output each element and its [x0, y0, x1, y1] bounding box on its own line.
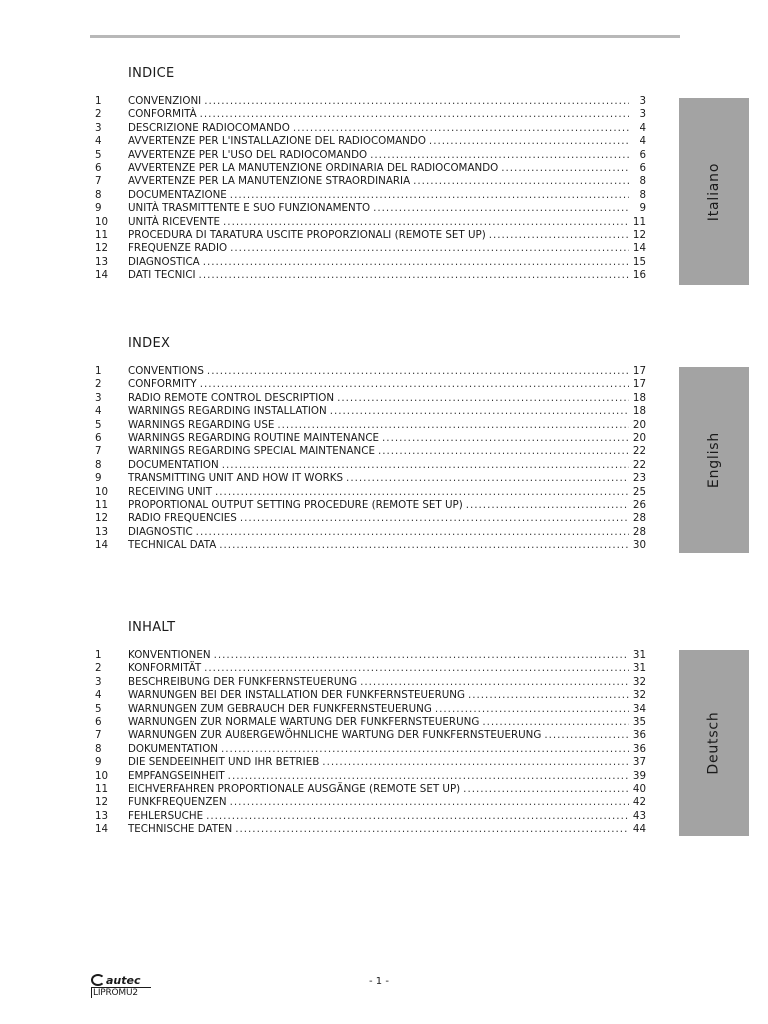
- toc-entry[interactable]: [95, 486, 646, 499]
- entry-page: 25: [632, 485, 646, 498]
- toc-entry[interactable]: [95, 149, 646, 162]
- toc-entry[interactable]: [95, 162, 646, 175]
- entry-number: 1: [95, 365, 102, 377]
- entry-page: 34: [632, 702, 646, 715]
- entry-number: 12: [95, 512, 109, 525]
- entry-page: 28: [632, 512, 646, 525]
- dot-leader: [330, 405, 629, 418]
- entry-page: 22: [632, 458, 646, 471]
- entry-page: 18: [632, 405, 646, 418]
- entry-title: DESCRIZIONE RADIOCOMANDO: [128, 121, 290, 134]
- toc-entry[interactable]: [95, 392, 646, 405]
- dot-leader: [382, 432, 629, 445]
- toc-entries-italian: [95, 95, 646, 282]
- toc-entry[interactable]: [95, 770, 646, 783]
- entry-title: WARNINGS REGARDING ROUTINE MAINTENANCE: [128, 431, 380, 444]
- entry-title: AVVERTENZE PER L'INSTALLAZIONE DEL RADIOCOMANDO: [128, 135, 426, 148]
- dot-leader: [429, 135, 629, 148]
- entry-page: 11: [632, 215, 646, 228]
- dot-leader: [219, 539, 629, 552]
- toc-entry[interactable]: [95, 365, 646, 378]
- logo-swirl-icon: [91, 974, 105, 986]
- toc-entry[interactable]: [95, 135, 646, 148]
- entry-page: 36: [632, 729, 646, 742]
- language-tab-english[interactable]: [679, 367, 749, 553]
- entry-title: UNITÀ TRASMITTENTE E SUO FUNZIONAMENTO: [128, 202, 371, 215]
- language-tab-label: English: [706, 431, 722, 489]
- entry-number: 10: [95, 215, 109, 228]
- entry-number: 11: [95, 782, 109, 795]
- entry-page: 32: [632, 689, 646, 702]
- dot-leader: [203, 256, 629, 269]
- dot-leader: [214, 649, 629, 662]
- toc-entry[interactable]: [95, 122, 646, 135]
- dot-leader: [230, 242, 629, 255]
- entry-page: 44: [632, 823, 646, 836]
- toc-entry[interactable]: [95, 419, 646, 432]
- entry-page: 17: [632, 378, 646, 391]
- entry-number: 9: [95, 472, 102, 485]
- entry-number: 10: [95, 769, 109, 782]
- dot-leader: [204, 95, 629, 108]
- entry-title: WARNINGS REGARDING USE: [128, 418, 275, 431]
- toc-entries-english: [95, 365, 646, 552]
- entry-number: 6: [95, 161, 102, 174]
- dot-leader: [435, 703, 629, 716]
- entry-page: 4: [639, 121, 646, 134]
- entry-page: 32: [632, 675, 646, 688]
- dot-leader: [468, 689, 629, 702]
- entry-page: 35: [632, 715, 646, 728]
- entry-title: EICHVERFAHREN PROPORTIONALE AUSGÄNGE (REMOTE SET UP): [128, 782, 461, 795]
- entry-title: TRANSMITTING UNIT AND HOW IT WORKS: [128, 472, 344, 485]
- entry-number: 5: [95, 702, 102, 715]
- entry-title: RADIO FREQUENCIES: [128, 512, 237, 525]
- entry-number: 3: [95, 675, 102, 688]
- entry-title: TECHNISCHE DATEN: [128, 823, 233, 836]
- toc-entry[interactable]: [95, 242, 646, 255]
- toc-entry[interactable]: [95, 432, 646, 445]
- entry-number: 11: [95, 498, 109, 511]
- entry-number: 7: [95, 175, 102, 188]
- dot-leader: [200, 108, 629, 121]
- entry-page: 31: [632, 649, 646, 661]
- language-tab-label: Deutsch: [705, 711, 722, 775]
- entry-title: BESCHREIBUNG DER FUNKFERNSTEUERUNG: [128, 675, 358, 688]
- entry-title: CONVENTIONS: [128, 365, 204, 377]
- entry-page: 37: [632, 756, 646, 769]
- toc-entry[interactable]: [95, 445, 646, 458]
- entry-page: 18: [632, 391, 646, 404]
- dot-leader: [337, 392, 629, 405]
- dot-leader: [322, 756, 629, 769]
- toc-entry[interactable]: [95, 649, 646, 662]
- entry-title: WARNUNGEN ZUR AUßERGEWÖHNLICHE WARTUNG DER FUNKFERNSTEUERUNG: [128, 729, 542, 742]
- entry-page: 12: [632, 228, 646, 241]
- entry-title: WARNUNGEN BEI DER INSTALLATION DER FUNKFERNSTEUERUNG: [128, 689, 465, 702]
- toc-entry[interactable]: [95, 703, 646, 716]
- toc-entry[interactable]: [95, 539, 646, 552]
- entry-number: 4: [95, 405, 102, 418]
- entry-number: 12: [95, 796, 109, 809]
- toc-entry[interactable]: [95, 512, 646, 525]
- toc-entry[interactable]: [95, 95, 646, 108]
- entry-title: DIAGNOSTIC: [128, 525, 193, 538]
- toc-entry[interactable]: [95, 823, 646, 836]
- entry-page: 20: [632, 431, 646, 444]
- toc-entry[interactable]: [95, 189, 646, 202]
- entry-number: 4: [95, 689, 102, 702]
- entry-number: 2: [95, 662, 102, 675]
- entry-title: WARNUNGEN ZUM GEBRAUCH DER FUNKFERNSTEUERUNG: [128, 702, 432, 715]
- toc-entry[interactable]: [95, 378, 646, 391]
- toc-entry[interactable]: [95, 796, 646, 809]
- entry-title: RADIO REMOTE CONTROL DESCRIPTION: [128, 391, 335, 404]
- entry-title: DATI TECNICI: [128, 269, 196, 282]
- dot-leader: [277, 419, 629, 432]
- toc-entry[interactable]: [95, 499, 646, 512]
- entry-number: 13: [95, 809, 109, 822]
- dot-leader: [544, 729, 629, 742]
- entry-number: 6: [95, 431, 102, 444]
- toc-entry[interactable]: [95, 662, 646, 675]
- entry-number: 14: [95, 269, 109, 282]
- dot-leader: [221, 743, 629, 756]
- entry-number: 8: [95, 188, 102, 201]
- dot-leader: [501, 162, 629, 175]
- entry-page: 6: [639, 161, 646, 174]
- entry-page: 42: [632, 796, 646, 809]
- entry-number: 2: [95, 378, 102, 391]
- dot-leader: [240, 512, 629, 525]
- entry-title: CONVENZIONI: [128, 95, 202, 107]
- entry-page: 17: [632, 365, 646, 377]
- toc-entry[interactable]: [95, 405, 646, 418]
- dot-leader: [223, 216, 629, 229]
- toc-entry[interactable]: [95, 472, 646, 485]
- toc-entry[interactable]: [95, 729, 646, 742]
- entry-number: 7: [95, 445, 102, 458]
- dot-leader: [215, 486, 629, 499]
- entry-number: 13: [95, 525, 109, 538]
- toc-entry[interactable]: [95, 108, 646, 121]
- language-tab-german[interactable]: [679, 650, 749, 836]
- entry-title: FEHLERSUCHE: [128, 809, 204, 822]
- toc-entry[interactable]: [95, 269, 646, 282]
- entry-page: 39: [632, 769, 646, 782]
- entry-title: UNITÀ RICEVENTE: [128, 215, 221, 228]
- entry-title: KONFORMITÄT: [128, 662, 202, 675]
- entry-title: DOCUMENTATION: [128, 458, 219, 471]
- entry-number: 12: [95, 242, 109, 255]
- section-title: INHALT: [128, 620, 176, 635]
- entry-number: 10: [95, 485, 109, 498]
- autec-logo: [91, 974, 151, 998]
- toc-entry[interactable]: [95, 202, 646, 215]
- page-number: - 1 -: [369, 976, 389, 987]
- dot-leader: [199, 269, 629, 282]
- top-rule: [90, 35, 680, 38]
- entry-title: RECEIVING UNIT: [128, 485, 212, 498]
- toc-entry[interactable]: [95, 459, 646, 472]
- dot-leader: [482, 716, 629, 729]
- dot-leader: [489, 229, 629, 242]
- entry-number: 14: [95, 823, 109, 836]
- toc-entry[interactable]: [95, 676, 646, 689]
- entry-title: DOKUMENTATION: [128, 742, 219, 755]
- dot-leader: [235, 823, 629, 836]
- dot-leader: [228, 770, 629, 783]
- entry-number: 3: [95, 121, 102, 134]
- language-tab-label: Italiano: [706, 162, 722, 221]
- dot-leader: [346, 472, 629, 485]
- entry-number: 1: [95, 95, 102, 107]
- toc-entry[interactable]: [95, 216, 646, 229]
- entry-page: 43: [632, 809, 646, 822]
- entry-page: 3: [639, 108, 646, 121]
- entry-title: CONFORMITÀ: [128, 108, 197, 121]
- entry-title: WARNUNGEN ZUR NORMALE WARTUNG DER FUNKFERNSTEUERUNG: [128, 715, 480, 728]
- entry-page: 9: [639, 202, 646, 215]
- logo-text: autec: [106, 973, 141, 987]
- entry-page: 28: [632, 525, 646, 538]
- dot-leader: [360, 676, 629, 689]
- entry-title: FUNKFREQUENZEN: [128, 796, 227, 809]
- entry-page: 3: [639, 95, 646, 107]
- toc-entry[interactable]: [95, 783, 646, 796]
- entry-title: DIAGNOSTICA: [128, 255, 200, 268]
- dot-leader: [204, 662, 629, 675]
- entry-title: AVVERTENZE PER LA MANUTENZIONE STRAORDINARIA: [128, 175, 411, 188]
- dot-leader: [413, 175, 629, 188]
- section-title: INDEX: [128, 336, 171, 351]
- entry-title: EMPFANGSEINHEIT: [128, 769, 225, 782]
- entry-number: 14: [95, 539, 109, 552]
- toc-entry[interactable]: [95, 756, 646, 769]
- entry-number: 2: [95, 108, 102, 121]
- entry-number: 7: [95, 729, 102, 742]
- entry-title: PROPORTIONAL OUTPUT SETTING PROCEDURE (REMOTE SET UP): [128, 498, 463, 511]
- entry-number: 11: [95, 228, 109, 241]
- dot-leader: [206, 810, 629, 823]
- toc-entry[interactable]: [95, 810, 646, 823]
- toc-entry[interactable]: [95, 256, 646, 269]
- entry-page: 23: [632, 472, 646, 485]
- entry-title: DIE SENDEEINHEIT UND IHR BETRIEB: [128, 756, 320, 769]
- entry-title: AVVERTENZE PER L'USO DEL RADIOCOMANDO: [128, 148, 368, 161]
- entry-title: FREQUENZE RADIO: [128, 242, 228, 255]
- language-tab-italian[interactable]: [679, 98, 749, 285]
- entry-number: 5: [95, 418, 102, 431]
- entry-number: 13: [95, 255, 109, 268]
- entry-title: PROCEDURA DI TARATURA USCITE PROPORZIONALI (REMOTE SET UP): [128, 228, 486, 241]
- dot-leader: [378, 445, 629, 458]
- entry-page: 14: [632, 242, 646, 255]
- entry-number: 5: [95, 148, 102, 161]
- entry-page: 40: [632, 782, 646, 795]
- entry-page: 8: [639, 188, 646, 201]
- dot-leader: [370, 149, 629, 162]
- toc-entry[interactable]: [95, 175, 646, 188]
- entry-page: 4: [639, 135, 646, 148]
- entry-number: 1: [95, 649, 102, 661]
- entry-title: KONVENTIONEN: [128, 649, 211, 661]
- entry-page: 16: [632, 269, 646, 282]
- entry-number: 3: [95, 391, 102, 404]
- entry-title: DOCUMENTAZIONE: [128, 188, 227, 201]
- dot-leader: [293, 122, 629, 135]
- dot-leader: [207, 365, 629, 378]
- dot-leader: [466, 499, 629, 512]
- toc-entry[interactable]: [95, 716, 646, 729]
- entry-number: 8: [95, 742, 102, 755]
- dot-leader: [230, 796, 629, 809]
- dot-leader: [373, 202, 629, 215]
- dot-leader: [222, 459, 629, 472]
- entry-number: 4: [95, 135, 102, 148]
- entry-page: 30: [632, 539, 646, 552]
- logo-mark: [91, 974, 151, 986]
- toc-entry[interactable]: [95, 689, 646, 702]
- entry-title: WARNINGS REGARDING INSTALLATION: [128, 405, 327, 418]
- dot-leader: [200, 378, 629, 391]
- entry-number: 6: [95, 715, 102, 728]
- entry-page: 6: [639, 148, 646, 161]
- entry-page: 26: [632, 498, 646, 511]
- toc-entry[interactable]: [95, 743, 646, 756]
- entry-title: CONFORMITY: [128, 378, 197, 391]
- entry-title: AVVERTENZE PER LA MANUTENZIONE ORDINARIA DEL RADIOCOMANDO: [128, 161, 499, 174]
- entry-page: 31: [632, 662, 646, 675]
- dot-leader: [230, 189, 629, 202]
- entry-number: 9: [95, 756, 102, 769]
- entry-page: 20: [632, 418, 646, 431]
- dot-leader: [463, 783, 629, 796]
- toc-entry[interactable]: [95, 229, 646, 242]
- toc-entry[interactable]: [95, 526, 646, 539]
- section-title: INDICE: [128, 66, 175, 81]
- entry-number: 8: [95, 458, 102, 471]
- toc-entries-german: [95, 649, 646, 836]
- dot-leader: [196, 526, 629, 539]
- document-code: LIPROMU2: [91, 987, 151, 998]
- entry-page: 22: [632, 445, 646, 458]
- entry-number: 9: [95, 202, 102, 215]
- entry-title: TECHNICAL DATA: [128, 539, 217, 552]
- entry-title: WARNINGS REGARDING SPECIAL MAINTENANCE: [128, 445, 375, 458]
- entry-page: 8: [639, 175, 646, 188]
- entry-page: 36: [632, 742, 646, 755]
- entry-page: 15: [632, 255, 646, 268]
